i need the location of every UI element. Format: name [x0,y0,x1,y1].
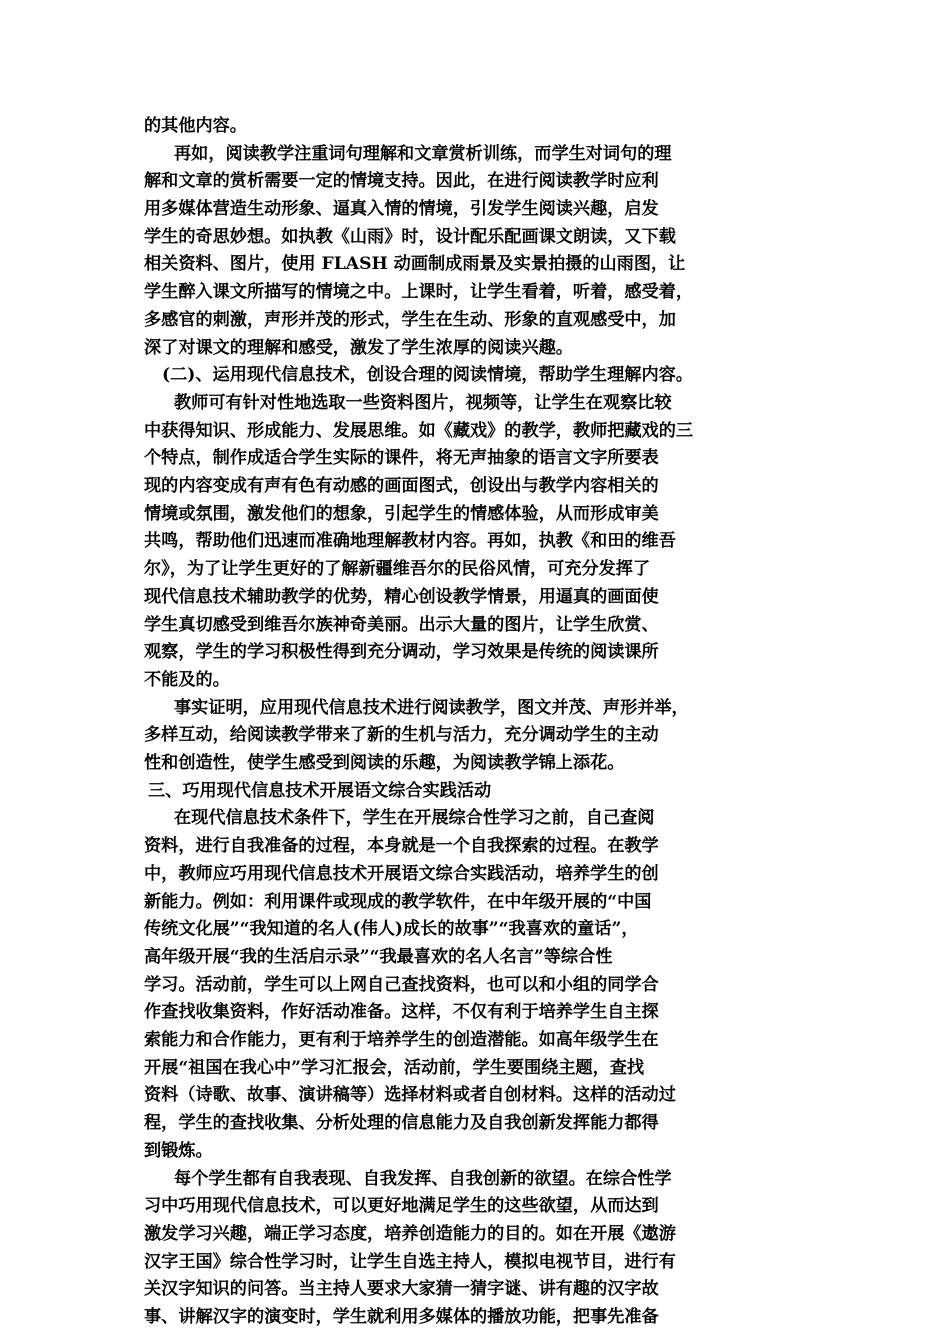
text-line: 深了对课文的理解和感受，激发了学生浓厚的阅读兴趣。 [144,337,573,358]
text-line: 共鸣，帮助他们迅速而准确地理解教材内容。再如，执教《和田的维吾 [144,531,676,552]
text-line: 在现代信息技术条件下，学生在开展综合性学习之前，自己查阅 [174,808,655,829]
text-line: 再如，阅读教学注重词句理解和文章赏析训练，而学生对词句的理 [174,143,672,164]
text-line: 现的内容变成有声有色有动感的画面图式，创设出与教学内容相关的 [144,476,659,497]
text-line: 学生醉入课文所描写的情境之中。上课时，让学生看着，听着，感受着， [144,282,694,303]
section-heading: 三、巧用现代信息技术开展语文综合实践活动 [148,780,492,801]
text-line: 观察，学生的学习积极性得到充分调动，学习效果是传统的阅读课所 [144,642,659,663]
text-line: 多感官的刺激，声形并茂的形式，学生在生动、形象的直观感受中，加 [144,309,676,330]
text-line: 事实证明，应用现代信息技术进行阅读教学，图文并茂、声形并举， [174,697,689,718]
text-line: 的其他内容。 [144,116,247,136]
text-line: 情境或氛围，激发他们的想象，引起学生的情感体验，从而形成审美 [144,503,659,524]
text-line: 资料，进行自我准备的过程，本身就是一个自我探索的过程。在教学 [144,836,659,857]
text-line: 个特点，制作成适合学生实际的课件，将无声抽象的语言文字所要表 [144,448,659,469]
text-line: 资料（诗歌、故事、演讲稿等）选择材料或者自创材料。这样的活动过 [144,1085,676,1106]
text-line: 现代信息技术辅助教学的优势，精心创设教学情景，用逼真的画面使 [144,586,659,607]
section-heading: (二)、运用现代信息技术，创设合理的阅读情境，帮助学生理解内容。 [162,365,693,386]
text-line: 教师可有针对性地选取一些资料图片，视频等，让学生在观察比较 [174,392,672,413]
text-line: 到锻炼。 [144,1140,213,1161]
text-line: 学生的奇思妙想。如执教《山雨》时，设计配乐配画课文朗读，又下载 [144,226,676,247]
text-line: 事、讲解汉字的演变时，学生就利用多媒体的播放功能，把事先准备 [144,1307,659,1327]
text-line: 习中巧用现代信息技术，可以更好地满足学生的这些欲望，从而达到 [144,1196,659,1217]
text-line: 高年级开展“我的生活启示录”“我最喜欢的名人名言”等综合性 [144,946,613,967]
text-line: 索能力和合作能力，更有利于培养学生的创造潜能。如高年级学生在 [144,1030,659,1051]
text-line: 解和文章的赏析需要一定的情境支持。因此，在进行阅读教学时应利 [144,171,659,192]
text-line: 新能力。例如：利用课件或现成的教学软件，在中年级开展的“中国 [144,891,652,912]
text-line: 关汉字知识的问答。当主持人要求大家猜一猜字谜、讲有趣的汉字故 [144,1279,659,1300]
text-line: 汉字王国》综合性学习时，让学生自选主持人，模拟电视节目，进行有 [144,1251,676,1272]
text-line: 尔》，为了让学生更好的了解新疆维吾尔的民俗风情，可充分发挥了 [144,559,651,580]
text-line: 激发学习兴趣，端正学习态度，培养创造能力的目的。如在开展《遨游 [144,1223,676,1244]
text-line: 多样互动，给阅读教学带来了新的生机与活力，充分调动学生的主动 [144,725,659,746]
text-line: 用多媒体营造生动形象、逼真入情的情境，引发学生阅读兴趣，启发 [144,199,659,220]
text-line: 作查找收集资料，作好活动准备。这样，不仅有利于培养学生自主探 [144,1002,659,1023]
text-line: 每个学生都有自我表现、自我发挥、自我创新的欲望。在综合性学 [174,1168,672,1189]
text-line: 学生真切感受到维吾尔族神奇美丽。出示大量的图片，让学生欣赏、 [144,614,659,635]
text-line: 学习。活动前，学生可以上网自己查找资料，也可以和小组的同学合 [144,974,659,995]
text-line: 中获得知识、形成能力、发展思维。如《藏戏》的教学，教师把藏戏的三 [144,420,694,441]
text-line: 中，教师应巧用现代信息技术开展语文综合实践活动，培养学生的创 [144,863,659,884]
text-line: 传统文化展”“我知道的名人(伟人)成长的故事”“我喜欢的童话”， [144,919,639,940]
text-line: 程，学生的查找收集、分析处理的信息能力及自我创新发挥能力都得 [144,1113,659,1134]
text-line: 开展“祖国在我心中”学习汇报会，活动前，学生要围绕主题，查找 [144,1057,645,1078]
text-line: 不能及的。 [144,669,230,690]
text-line: 性和创造性，使学生感受到阅读的乐趣，为阅读教学锦上添花。 [144,753,625,774]
text-line: 相关资料、图片，使用 FLASH 动画制成雨景及实景拍摄的山雨图，让 [144,254,686,275]
